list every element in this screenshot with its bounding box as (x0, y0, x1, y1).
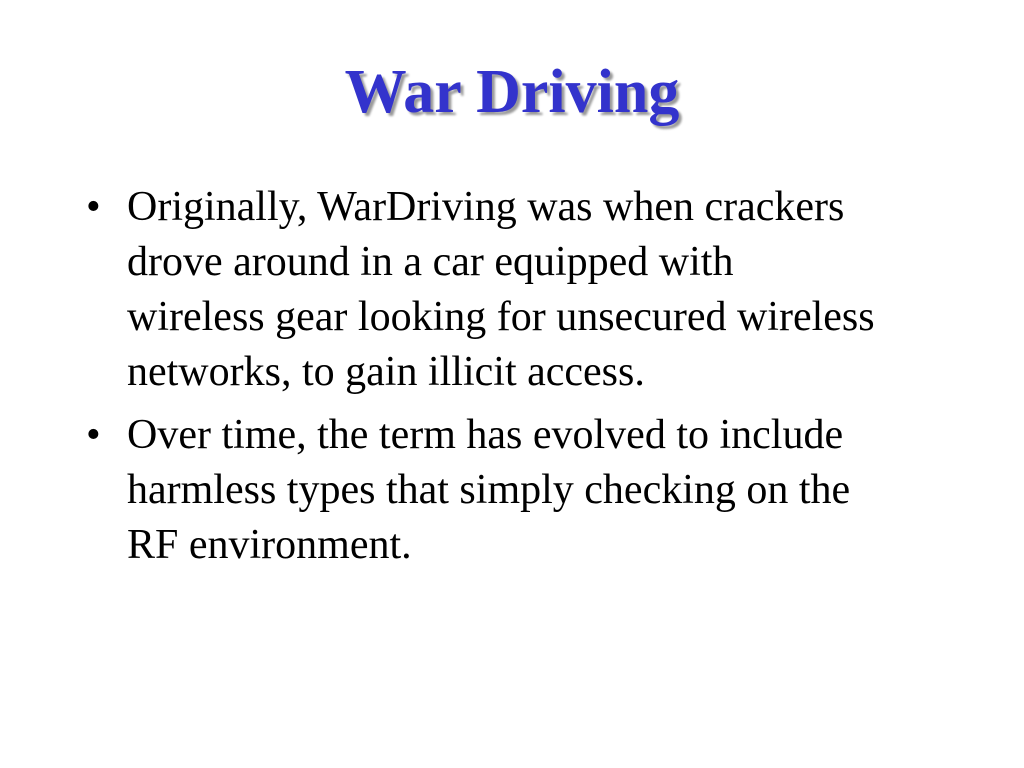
bullet-line: Over time, the term has evolved to include (127, 412, 844, 458)
bullet-item (0, 408, 1024, 573)
bullet-line: drove around in a car equipped with (127, 239, 734, 285)
bullet-line: RF environment. (127, 522, 412, 568)
bullet-line: wireless gear looking for unsecured wireless (127, 294, 875, 340)
bullet-marker: • (86, 412, 101, 458)
bullet-item (0, 180, 1024, 400)
bullet-line: networks, to gain illicit access. (127, 349, 645, 395)
bullet-line: Originally, WarDriving was when crackers (127, 184, 845, 230)
bullet-marker: • (86, 184, 101, 230)
bullet-text (127, 180, 1024, 400)
slide-title: War Driving (344, 58, 680, 126)
bullet-list (0, 180, 1024, 581)
bullet-line: harmless types that simply checking on the (127, 467, 851, 513)
bullet-text (127, 408, 1024, 573)
